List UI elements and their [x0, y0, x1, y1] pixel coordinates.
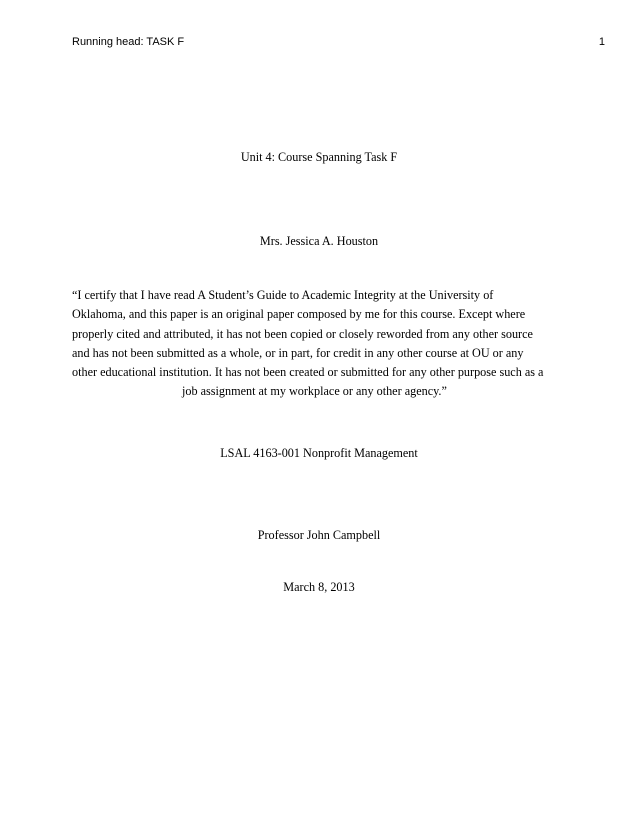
course-name: LSAL 4163-001 Nonprofit Management	[220, 446, 418, 460]
statement-line: properly cited and attributed, it has not been copied or closely reworded from any other source	[72, 326, 533, 341]
statement-line: Oklahoma, and this paper is an original paper composed by me for this course. Except where	[72, 307, 526, 322]
integrity-statement	[72, 286, 572, 402]
author-name: Mrs. Jessica A. Houston	[259, 234, 379, 248]
statement-line: and has not been submitted as a whole, or in part, for credit in any other course at OU or any	[72, 345, 524, 360]
professor-name: Professor John Campbell	[257, 528, 381, 542]
page-number: 1	[598, 36, 605, 48]
document-date: March 8, 2013	[283, 580, 355, 594]
document-title: Unit 4: Course Spanning Task F	[240, 150, 398, 164]
statement-line: “I certify that I have read A Student’s Guide to Academic Integrity at the University of	[72, 288, 494, 302]
running-head: Running head: TASK F	[72, 36, 185, 48]
statement-line: job assignment at my workplace or any other agency.”	[182, 384, 447, 399]
statement-line: other educational institution. It has not been created or submitted for any other purpose such as a	[72, 365, 544, 380]
